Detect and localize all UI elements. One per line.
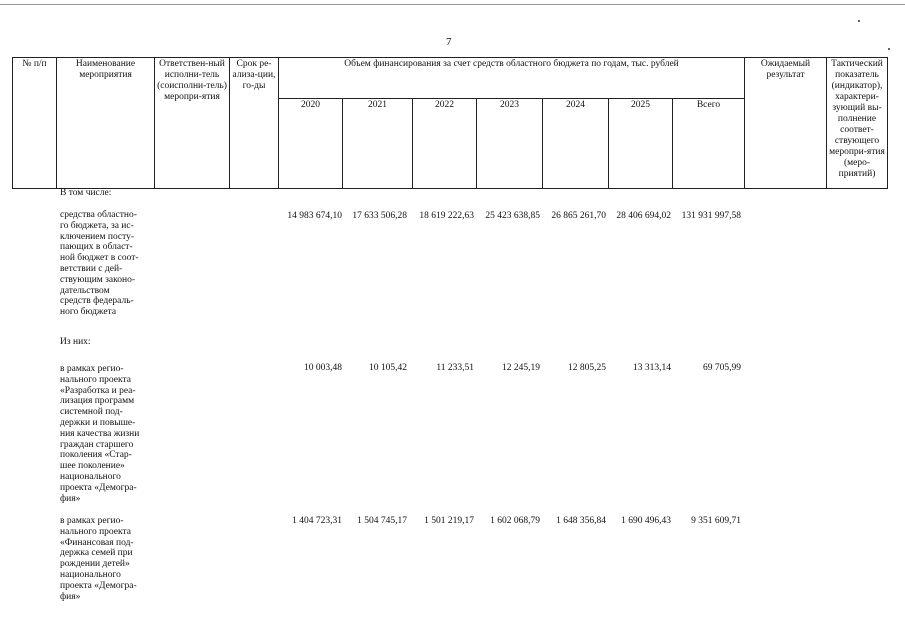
row-name-line: проекта «Демогра- (60, 580, 137, 591)
year-value: 1 690 496,43 (621, 516, 671, 526)
row-name-line: держки и повыше- (60, 417, 136, 428)
funding-table-header (12, 57, 888, 189)
year-value: 1 404 723,31 (292, 516, 342, 526)
total-value: 69 705,99 (703, 363, 741, 373)
header-term: Срок ре-ализа-ции, го-ды (230, 58, 279, 189)
year-value: 12 805,25 (568, 363, 606, 373)
row-name-older-generation-project (60, 364, 152, 504)
row-name-line: средства областно- (60, 210, 137, 220)
row-name-line: нального проекта (60, 526, 131, 537)
year-value: 1 501 219,17 (424, 516, 474, 526)
header-result: Ожидаемый результат (745, 58, 827, 189)
row-name-line: в рамках регио- (60, 516, 124, 526)
header-funding: Объем финансирования за счет средств областного бюджета по годам, тыс. рублей (279, 58, 745, 99)
row-name-line: граждан старшего (60, 439, 134, 450)
header-indicator: Тактический показатель (индикатор), характери-зующий вы-полнение соответ-ствующего меропри-ятия (меро-приятий) (827, 58, 888, 189)
year-value: 28 406 694,02 (616, 211, 671, 221)
row-name-line: нального проекта (60, 374, 131, 385)
year-value: 1 504 745,17 (357, 516, 407, 526)
row-name-line: рождении детей» (60, 559, 130, 570)
row-name-line: ной бюджет в соот- (60, 253, 139, 264)
row-name-line: держка семей при (60, 548, 133, 559)
header-year: 2025 (609, 98, 673, 188)
row-name-line: ного бюджета (60, 307, 117, 318)
row-name-line: проекта «Демогра- (60, 482, 137, 493)
year-value: 13 313,14 (633, 363, 671, 373)
header-year: 2022 (413, 98, 477, 188)
year-value: 18 619 222,63 (419, 211, 474, 221)
including-label: В том числе: (60, 188, 112, 198)
year-value: 1 648 356,84 (556, 516, 606, 526)
page-number: 7 (446, 36, 452, 48)
header-year: 2020 (279, 98, 343, 188)
row-name-line: национального (60, 471, 121, 482)
year-value: 11 233,51 (436, 363, 474, 373)
of-them-label: Из них: (60, 337, 91, 347)
row-name-line: национального (60, 569, 121, 580)
row-name-line: ния качества жизни (60, 428, 140, 439)
header-name: Наименование мероприятия (57, 58, 155, 189)
row-name-line: шее поколение» (60, 461, 125, 472)
row-name-line: поколения «Стар- (60, 450, 132, 461)
year-value: 25 423 638,85 (485, 211, 540, 221)
row-name-line: лизация программ (60, 396, 135, 407)
row-name-family-support-project (60, 516, 152, 602)
scan-speck (888, 48, 890, 50)
row-name-line: го бюджета, за ис- (60, 220, 134, 231)
row-name-line: пающих в област- (60, 242, 133, 253)
year-value: 26 865 261,70 (551, 211, 606, 221)
year-value: 10 105,42 (369, 363, 407, 373)
row-name-line: ключением посту- (60, 231, 135, 242)
row-name-line: ветствии с дей- (60, 263, 123, 274)
year-value: 14 983 674,10 (287, 211, 342, 221)
row-name-line: системной под- (60, 407, 123, 418)
header-number: № п/п (13, 58, 57, 189)
top-border-line (0, 4, 905, 5)
header-executor: Ответствен-ный исполни-тель (соисполни-тель) меропри-ятия (155, 58, 230, 189)
year-value: 17 633 506,28 (352, 211, 407, 221)
total-value: 9 351 609,71 (691, 516, 741, 526)
row-name-line: в рамках регио- (60, 364, 124, 374)
row-name-line: средств федераль- (60, 296, 134, 307)
row-name-line: дательством (60, 285, 110, 296)
row-name-line: ствующим законо- (60, 274, 136, 285)
row-name-line: «Финансовая под- (60, 537, 134, 548)
year-value: 12 245,19 (502, 363, 540, 373)
row-name-line: «Разработка и реа- (60, 385, 136, 396)
header-year: 2023 (477, 98, 543, 188)
row-name-line: фия» (60, 493, 81, 504)
year-value: 10 003,48 (304, 363, 342, 373)
header-year: 2024 (543, 98, 609, 188)
scan-speck (858, 20, 860, 22)
year-value: 1 602 068,79 (490, 516, 540, 526)
row-name-line: фия» (60, 591, 81, 602)
header-total: Всего (673, 98, 745, 188)
header-year: 2021 (343, 98, 413, 188)
total-value: 131 931 997,58 (681, 211, 741, 221)
row-name-regional-funds (60, 210, 152, 318)
